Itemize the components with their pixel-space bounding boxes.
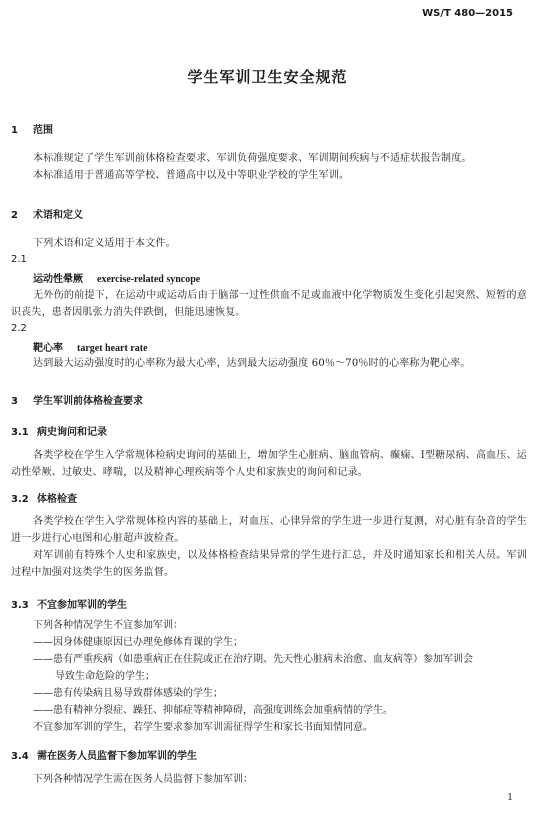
subsection-number: 3.1 [11, 427, 29, 438]
subsection-3-1-heading [11, 423, 107, 438]
section-number: 1 [11, 125, 18, 136]
subsection-number: 3.3 [11, 600, 29, 611]
term-chinese: 运动性晕厥 [33, 274, 83, 285]
subsection-3-3-heading [11, 596, 127, 611]
paragraph: 各类学校在学生入学常规体检内容的基础上，对血压、心律异常的学生进一步进行复测，对心脏有杂音的学生进一步进行心电图和心脏超声波检查。 [11, 516, 527, 544]
term-chinese: 靶心率 [33, 343, 63, 354]
term-name [33, 270, 200, 285]
section-title: 术语和定义 [33, 210, 83, 221]
section-title: 范围 [33, 125, 53, 136]
term-english: exercise-related syncope [97, 274, 201, 285]
paragraph: 各类学校在学生入学常规体检病史询问的基础上，增加学生心脏病、脑血管病、癫痫、Ⅰ型糖尿病、高血压、运动性晕厥、过敏史、哮喘，以及精神心理疾病等个人史和家族史的询问和记录。 [11, 450, 527, 478]
subsection-title: 病史询问和记录 [37, 427, 107, 438]
list-item-continuation: 导致生命危险的学生； [55, 671, 155, 682]
term-english: target heart rate [77, 343, 148, 354]
section-3-heading [11, 392, 143, 407]
paragraph: 对军训前有特殊个人史和家族史，以及体格检查结果异常的学生进行汇总，并及时通知家长和相关人员。军训过程中加强对这类学生的医务监督。 [11, 550, 527, 578]
list-closing: 不宜参加军训的学生，若学生要求参加军训需征得学生和家长书面知情同意。 [33, 722, 373, 733]
term-name [33, 339, 148, 354]
section-number: 2 [11, 210, 18, 221]
list-item: ——患有精神分裂症、躁狂、抑郁症等精神障碍，高强度训练会加重病情的学生。 [33, 705, 393, 716]
term-number: 2.2 [11, 323, 27, 334]
document-title: 学生军训卫生安全规范 [187, 68, 348, 86]
paragraph: 本标准规定了学生军训前体格检查要求、军训负荷强度要求、军训期间疾病与不适症状报告制度。 [33, 153, 472, 164]
list-intro: 下列各种情况学生不宜参加军训： [33, 620, 183, 631]
subsection-title: 需在医务人员监督下参加军训的学生 [37, 751, 197, 762]
paragraph: 本标准适用于普通高等学校、普通高中以及中等职业学校的学生军训。 [33, 170, 350, 181]
section-1-heading [11, 121, 53, 136]
subsection-3-4-heading [11, 747, 197, 762]
subsection-number: 3.4 [11, 751, 29, 762]
subsection-number: 3.2 [11, 494, 29, 505]
page-number: 1 [507, 793, 513, 803]
paragraph: 下列术语和定义适用于本文件。 [33, 238, 176, 249]
list-item: ——患有传染病且易导致群体感染的学生； [33, 688, 223, 699]
term-definition: 无外伤的前提下，在运动中或运动后由于脑部一过性供血不足或血液中化学物质发生变化引起突然、短暂的意识丧失，患者因肌张力消失伴跌倒，但能迅速恢复。 [11, 290, 527, 318]
term-definition: 达到最大运动强度时的心率称为最大心率，达到最大运动强度 60％～70％时的心率称为靶心率。 [33, 358, 471, 369]
list-item: ——因身体健康原因已办理免修体育课的学生； [33, 637, 243, 648]
list-item: ——患有严重疾病（如患重病正在住院或正在治疗期、先天性心脏病未治愈、血友病等）参加军训会 [33, 654, 473, 665]
term-number: 2.1 [11, 254, 27, 265]
section-number: 3 [11, 396, 18, 407]
list-intro: 下列各种情况学生需在医务人员监督下参加军训： [33, 774, 253, 785]
subsection-title: 不宜参加军训的学生 [37, 600, 127, 611]
subsection-3-2-heading [11, 490, 77, 505]
section-title: 学生军训前体格检查要求 [33, 396, 143, 407]
section-2-heading [11, 206, 83, 221]
standard-number: WS/T 480—2015 [422, 8, 513, 19]
subsection-title: 体格检查 [37, 494, 77, 505]
